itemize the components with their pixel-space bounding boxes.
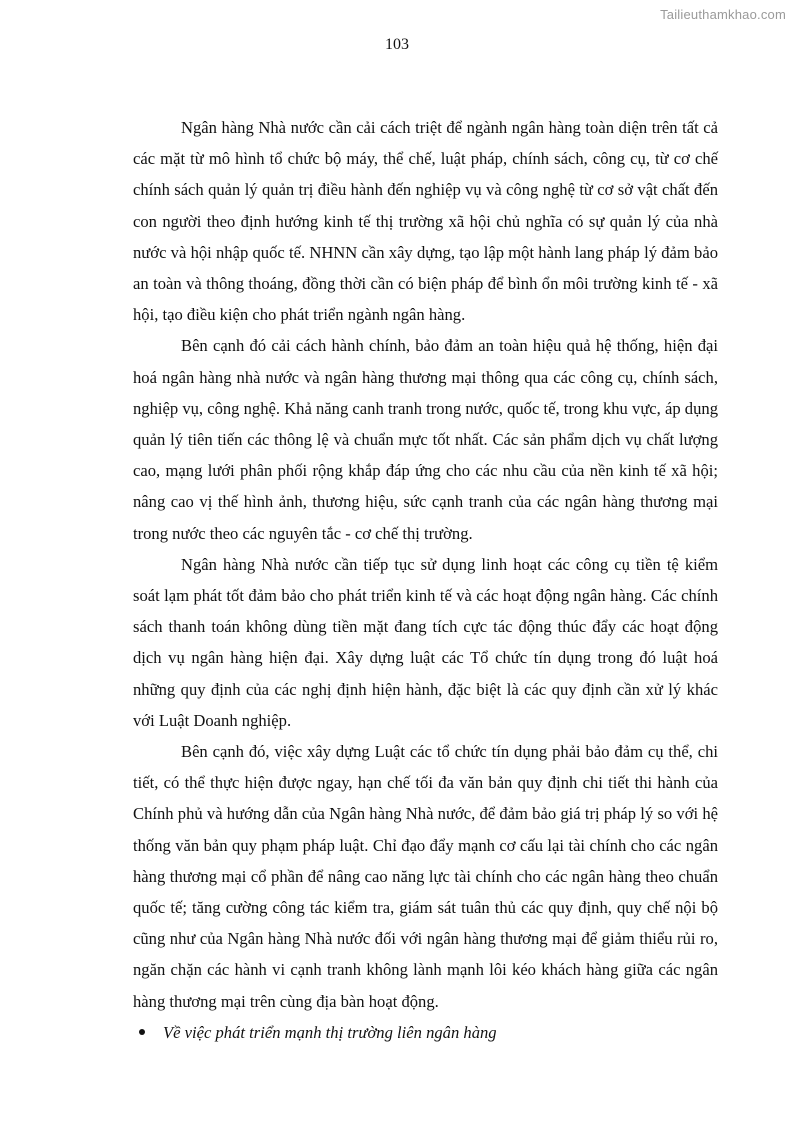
paragraph: Bên cạnh đó, việc xây dựng Luật các tổ chức tín dụng phải bảo đảm cụ thể, chi tiết, có thể thực hiện được ngay, hạn chế tối đa văn bản quy định chi tiết thi hành của Chính phủ và hướng dẫn của Ngân hàng Nhà nước, để đảm bảo giá trị pháp lý so với hệ thống văn bản quy phạm pháp luật. Chỉ đạo đẩy mạnh cơ cấu lại tài chính cho các ngân hàng thương mại cổ phần để nâng cao năng lực tài chính cho các ngân hàng theo chuẩn quốc tế; tăng cường công tác kiểm tra, giám sát tuân thủ các quy định, quy chế nội bộ cũng như của Ngân hàng Nhà nước đối với ngân hàng thương mại để giảm thiểu rủi ro, ngăn chặn các hành vi cạnh tranh không lành mạnh lôi kéo khách hàng giữa các ngân hàng thương mại trên cùng địa bàn hoạt động. — [133, 742, 718, 1011]
document-body — [133, 112, 718, 1048]
bullet-item — [133, 1017, 718, 1048]
paragraph: Bên cạnh đó cải cách hành chính, bảo đảm an toàn hiệu quả hệ thống, hiện đại hoá ngân hàng nhà nước và ngân hàng thương mại thông qua các công cụ, chính sách, nghiệp vụ, công nghệ. Khả năng canh tranh trong nước, quốc tế, trong khu vực, áp dụng quản lý tiên tiến các thông lệ và chuẩn mực tốt nhất. Các sản phẩm dịch vụ chất lượng cao, mạng lưới phân phối rộng khắp đáp ứng cho các nhu cầu của nền kinh tế xã hội; nâng cao vị thế hình ảnh, thương hiệu, sức cạnh tranh của các ngân hàng thương mại trong nước theo các nguyên tắc - cơ chế thị trường. — [133, 336, 718, 543]
paragraph: Ngân hàng Nhà nước cần tiếp tục sử dụng linh hoạt các công cụ tiền tệ kiểm soát lạm phát tốt đảm bảo cho phát triển kinh tế và các hoạt động ngân hàng. Các chính sách thanh toán không dùng tiền mặt đang tích cực tác động thúc đẩy các hoạt động dịch vụ ngân hàng hiện đại. Xây dựng luật các Tổ chức tín dụng trong đó luật hoá những quy định của các nghị định hiện hành, đặc biệt là các quy định cần xử lý khác với Luật Doanh nghiệp. — [133, 554, 718, 730]
bullet-heading: Về việc phát triển mạnh thị trường liên ngân hàng — [163, 1022, 497, 1042]
watermark: Tailieuthamkhao.com — [660, 7, 786, 22]
bullet-dot-icon — [139, 1029, 145, 1035]
page-number: 103 — [385, 36, 409, 53]
paragraph: Ngân hàng Nhà nước cần cải cách triệt để ngành ngân hàng toàn diện trên tất cả các mặt từ mô hình tổ chức bộ máy, thể chế, luật pháp, chính sách, công cụ, từ cơ chế chính sách quản lý quản trị điều hành đến nghiệp vụ và công nghệ từ cơ sở vật chất đến con người theo định hướng kinh tế thị trường xã hội chủ nghĩa có sự quản lý của nhà nước và hội nhập quốc tế. NHNN cần xây dựng, tạo lập một hành lang pháp lý đảm bảo an toàn và thông thoáng, đồng thời cần có biện pháp để bình ổn môi trường kinh tế - xã hội, tạo điều kiện cho phát triển ngành ngân hàng. — [133, 118, 718, 325]
